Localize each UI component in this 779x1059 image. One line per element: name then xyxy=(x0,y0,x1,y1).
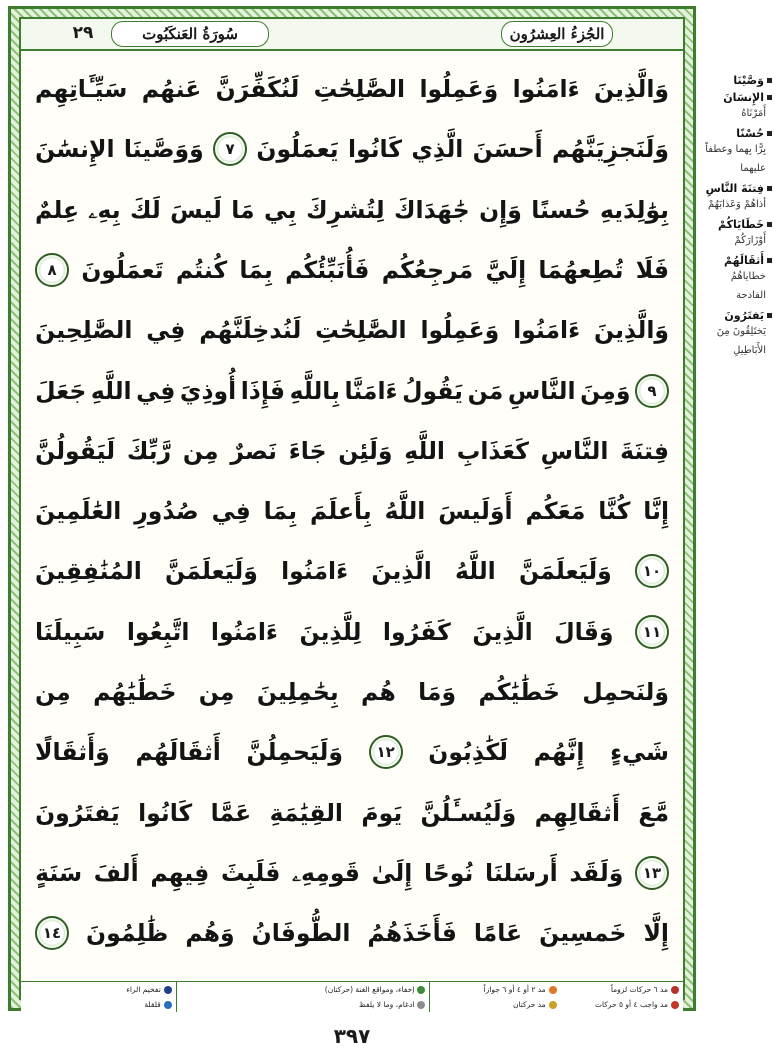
verse-word: كُنتُم xyxy=(175,255,228,284)
square-bullet-icon xyxy=(767,222,772,227)
square-bullet-icon xyxy=(767,186,772,191)
verse-word: ءَامَنُوا xyxy=(281,557,349,586)
verse-word: بِحَٰمِلِينَ xyxy=(256,678,339,706)
color-dot-icon xyxy=(164,1001,172,1009)
glossary-term-text: وَصَّيْنَا xyxy=(733,74,764,87)
verse-number-marker: ١١ xyxy=(635,615,669,649)
color-dot-icon xyxy=(549,1001,557,1009)
color-dot-icon xyxy=(417,986,425,994)
verse-word: الصَّٰلِحَٰتِ xyxy=(313,75,406,103)
verse-line xyxy=(35,662,669,722)
verse-word: اللَّهُ xyxy=(455,557,496,586)
glossary-term-text: يَفتَرُونَ xyxy=(724,309,764,322)
verse-word: لَكَ xyxy=(129,195,161,224)
verse-number-marker: ١٤ xyxy=(35,916,69,950)
verse-line xyxy=(35,843,669,903)
verse-word: وَلَيَعلَمَنَّ xyxy=(165,557,258,586)
legend-item xyxy=(434,985,556,994)
verse-word: لَكَٰذِبُونَ xyxy=(428,738,508,767)
verse-word: فَأَخَذَهُمُ xyxy=(367,919,457,948)
legend-item xyxy=(434,1000,556,1009)
verse-word: وَمِنَ xyxy=(580,376,631,405)
verse-word: أَلفَ xyxy=(93,858,139,887)
color-dot-icon xyxy=(671,1001,679,1009)
verse-word: وَهُم xyxy=(185,919,235,948)
legend-item xyxy=(25,985,172,994)
verse-word: فَلَا xyxy=(635,255,669,284)
verse-line xyxy=(35,602,669,662)
page-header xyxy=(21,19,683,51)
verse-word: اللَّهِ xyxy=(90,376,132,405)
verse-word: فَإِذَا xyxy=(240,376,286,405)
verse-word: اللَّهُ xyxy=(384,497,426,526)
verse-word: نَصرٌ xyxy=(230,436,277,465)
verse-word: جَاءَ xyxy=(288,436,327,465)
verse-word: فِي xyxy=(211,497,251,526)
verse-word: أَثقَالَهُم xyxy=(135,738,221,767)
verse-word: عِلمٌ xyxy=(35,195,80,224)
legend-label: تفخيم الراء xyxy=(126,985,161,994)
color-dot-icon xyxy=(417,1001,425,1009)
verse-word: فِيهِم xyxy=(150,858,210,887)
verse-word: إِلَّا xyxy=(643,919,669,948)
glossary-definition: أَوْزَارَكُمْ xyxy=(734,235,766,246)
verse-line xyxy=(35,903,669,963)
verse-word: مِن xyxy=(182,436,219,465)
glossary-term xyxy=(700,254,772,267)
verse-word: وَلَقَد xyxy=(569,858,624,887)
verse-number-marker: ٧ xyxy=(213,132,247,166)
legend-item xyxy=(181,1000,426,1009)
glossary-term-text: أَثقَالَهُمْ xyxy=(724,254,764,267)
verse-word: خَطَٰيَٰهُم xyxy=(93,678,177,706)
verse-word: لِتُشرِكَ xyxy=(306,195,385,224)
verse-word: وَلَيُسـَٔلُنَّ xyxy=(420,798,517,827)
verse-word: بِي xyxy=(264,195,297,224)
verse-word: كَانُوا xyxy=(138,798,193,827)
verse-word: بِهِۦ xyxy=(88,195,121,224)
verse-word: يَفتَرُونَ xyxy=(35,798,120,827)
verse-word: أَحسَنَ xyxy=(472,135,543,164)
verse-number-marker: ٩ xyxy=(635,374,669,408)
verse-word: هُم xyxy=(361,678,396,706)
color-dot-icon xyxy=(671,986,679,994)
verse-word: كَفَرُوا xyxy=(382,617,451,646)
verse-word: شَيءٍ xyxy=(610,738,669,767)
verse-word: بِمَا xyxy=(239,255,273,284)
verse-word: نُوحًا xyxy=(423,858,474,887)
verse-word: سَيِّـَٔاتِهِم xyxy=(35,75,128,103)
verse-word: تَعمَلُونَ xyxy=(81,255,164,284)
glossary-definition: خطاياهُمُ الفادحة xyxy=(730,271,766,301)
verse-word: حُسنًا xyxy=(531,195,591,224)
verse-word: وَإِن xyxy=(479,195,522,224)
verse-word: مَرجِعُكُم xyxy=(381,255,474,284)
verse-number-marker: ١٠ xyxy=(635,554,669,588)
verse-word: رَّبِّكَ xyxy=(126,436,172,465)
verse-line xyxy=(35,722,669,782)
verse-word: الصَّٰلِحَٰتِ xyxy=(315,316,407,345)
verse-word: وَلَنَجزِيَنَّهُم xyxy=(552,135,669,164)
verse-word: مَعَكُم xyxy=(525,497,586,526)
verse-word: وَالَّذِينَ xyxy=(593,316,669,345)
verse-word: وَأَثقَالًا xyxy=(35,738,110,767)
verse-word: الصَّٰلِحِينَ xyxy=(35,316,133,345)
legend-label: مد ٦ حركات لزوماً xyxy=(610,985,668,994)
legend-label: ادغام، وما لا يلفظ xyxy=(358,1000,415,1009)
page-body xyxy=(19,17,685,1009)
verse-word: مَن xyxy=(467,376,504,405)
surah-number: ٢٩ xyxy=(72,23,94,43)
juz-name: الجُزءُ العِشرُون xyxy=(501,21,613,47)
verse-word: وَلَيَعلَمَنَّ xyxy=(518,557,612,586)
glossary-term xyxy=(700,218,772,231)
verse-line xyxy=(35,59,669,119)
square-bullet-icon xyxy=(767,131,772,136)
verse-word: وَلَئِن xyxy=(338,436,393,465)
verse-word: قَومِهِۦ xyxy=(292,858,360,887)
glossary-term-text: فِتنَةَ النَّاسِ xyxy=(705,182,764,195)
verse-word: تُطِعهُمَا xyxy=(538,255,624,284)
verse-word: إِنَّهُم xyxy=(533,738,585,767)
verse-line xyxy=(35,481,669,541)
legend-item xyxy=(181,985,426,994)
verse-word: الَّذِي xyxy=(411,135,464,164)
verse-word: مَّعَ xyxy=(638,798,669,827)
glossary-term xyxy=(700,127,772,140)
glossary-definition: بِرًّا بِهما وعطفاً عليهما xyxy=(705,144,766,174)
color-dot-icon xyxy=(164,986,172,994)
glossary-term xyxy=(700,91,772,104)
verse-line xyxy=(35,180,669,240)
square-bullet-icon xyxy=(767,313,772,318)
verse-word: خَطَٰيَٰكُم xyxy=(478,678,560,706)
verse-word: النَّاسِ xyxy=(540,436,609,465)
verse-word: أَوَلَيسَ xyxy=(438,497,513,526)
legend-label: مد واجب ٤ أو ٥ حركات xyxy=(594,1000,668,1009)
verse-word: أَثقَالِهِم xyxy=(534,798,621,827)
verse-word: فَلَبِثَ xyxy=(220,858,281,887)
verse-word: فِي xyxy=(136,376,176,405)
verse-word: لَيَقُولُنَّ xyxy=(35,436,116,465)
verse-word: بِمَا xyxy=(263,497,298,526)
verse-word: إِلَيَّ xyxy=(485,255,527,284)
verse-lines xyxy=(35,59,669,964)
verse-line xyxy=(35,240,669,300)
glossary-term xyxy=(700,74,772,87)
verse-word: جَعَلَ xyxy=(35,376,87,405)
verse-word: كَانُوا xyxy=(347,135,403,164)
glossary-term-text: خَطَايَاكُمْ xyxy=(717,218,764,231)
verse-word: ءَامَنُوا xyxy=(513,316,581,345)
verse-word: القِيَٰمَةِ xyxy=(269,798,343,827)
verse-word: صُدُورِ xyxy=(134,497,199,526)
verse-word: عَمَّا xyxy=(210,798,252,827)
glossary-term-text: حُسْنًا xyxy=(736,127,764,140)
verse-word: وَعَمِلُوا xyxy=(420,316,500,345)
verse-word: وَعَمِلُوا xyxy=(419,75,499,103)
surah-name: سُورَةُ العَنكَبُوت xyxy=(111,21,269,47)
legend-item xyxy=(557,1000,679,1009)
verse-word: جَٰهَدَاكَ xyxy=(394,195,470,224)
verse-word: ءَامَنَّا xyxy=(344,376,398,405)
margin-glossary xyxy=(700,70,772,360)
verse-word: فَأُنَبِّئُكُم xyxy=(285,255,370,284)
verse-word: بِاللَّهِ xyxy=(289,376,340,405)
glossary-definition: أذاهُمْ وَعَذابَهُمْ xyxy=(708,199,766,210)
verse-word: النَّاسِ xyxy=(507,376,576,405)
verse-word: وَلَيَحمِلُنَّ xyxy=(246,738,343,767)
verse-word: العَٰلَمِينَ xyxy=(35,497,122,526)
verse-word: بِوَٰلِدَيهِ xyxy=(599,195,669,224)
page-frame xyxy=(8,6,696,1011)
verse-word: عَامًا xyxy=(473,919,523,948)
glossary-term xyxy=(700,309,772,322)
legend-item xyxy=(25,1000,172,1009)
glossary-definition: أَمَرْنَاهُ xyxy=(741,108,766,119)
color-dot-icon xyxy=(549,986,557,994)
verse-word: خَمسِينَ xyxy=(539,919,627,948)
verse-line xyxy=(35,119,669,179)
legend-group-tafkheem xyxy=(21,982,176,1012)
verse-word: سَنَةٍ xyxy=(35,858,83,887)
verse-word: مَا xyxy=(231,195,255,224)
verse-word: فِتنَةَ xyxy=(620,436,669,465)
verse-word: عَنهُم xyxy=(141,75,202,103)
legend-group-madd xyxy=(429,982,683,1012)
verse-word: بِأَعلَمَ xyxy=(309,497,372,526)
tajweed-legend xyxy=(21,981,683,1012)
verse-word: الَّذِينَ xyxy=(371,557,432,586)
glossary-definition: يَختَلِقُونَ مِنَ الأَبَاطِيلِ xyxy=(716,326,766,356)
verse-word: لَيسَ xyxy=(170,195,222,224)
verse-number-marker: ١٢ xyxy=(369,735,403,769)
verse-word: اتَّبِعُوا xyxy=(126,617,190,646)
legend-label: مد حركتان xyxy=(512,1000,546,1009)
verse-word: الإِنسَٰنَ xyxy=(35,135,115,164)
verse-word: ءَامَنُوا xyxy=(210,617,278,646)
verse-line xyxy=(35,361,669,421)
legend-item xyxy=(557,985,679,994)
verse-word: يَومَ xyxy=(361,798,403,827)
glossary-term-text: الإِنسَانَ xyxy=(723,91,764,104)
verse-word: كُنَّا xyxy=(598,497,631,526)
verse-word: إِلَىٰ xyxy=(371,858,413,887)
verse-word: المُنَٰفِقِينَ xyxy=(35,557,142,586)
verse-line xyxy=(35,300,669,360)
glossary-term xyxy=(700,182,772,195)
verse-word: الَّذِينَ xyxy=(472,617,533,646)
verse-word: فِي xyxy=(146,316,186,345)
verse-word: وَمَا xyxy=(418,678,457,706)
verse-word: مِن xyxy=(35,678,71,706)
verse-word: مِن xyxy=(198,678,235,706)
verse-word: الطُّوفَانُ xyxy=(251,919,351,948)
verse-word: وَقَالَ xyxy=(554,617,614,646)
verse-word: أَرسَلنَا xyxy=(485,858,558,887)
legend-label: قلقلة xyxy=(144,1000,161,1009)
verse-word: كَعَذَابِ xyxy=(456,436,529,465)
verse-line xyxy=(35,541,669,601)
square-bullet-icon xyxy=(767,258,772,263)
legend-label: مد ٢ أو ٤ أو ٦ جوازاً xyxy=(483,985,546,994)
verse-word: وَلنَحمِل xyxy=(582,678,669,706)
verse-word: ظَٰلِمُونَ xyxy=(86,919,169,948)
verse-word: وَوَصَّينَا xyxy=(123,135,204,164)
verse-word: يَقُولُ xyxy=(402,376,463,405)
verse-word: يَعمَلُونَ xyxy=(256,135,339,164)
verse-line xyxy=(35,421,669,481)
verse-word: أُوذِيَ xyxy=(179,376,237,405)
legend-group-ghunna xyxy=(176,982,430,1012)
square-bullet-icon xyxy=(767,78,772,83)
legend-label: إخفاء، ومواقع الغنة (حركتان) xyxy=(324,985,415,994)
verse-word: سَبِيلَنَا xyxy=(35,617,106,646)
verse-word: اللَّهِ xyxy=(404,436,445,465)
square-bullet-icon xyxy=(767,95,772,100)
verse-word: لَنُدخِلَنَّهُم xyxy=(199,316,302,345)
verse-word: وَالَّذِينَ xyxy=(593,75,669,103)
verse-word: لَنُكَفِّرَنَّ xyxy=(215,75,300,103)
verse-number-marker: ١٣ xyxy=(635,856,669,890)
page-number: ٣٩٧ xyxy=(333,1024,371,1048)
verse-line xyxy=(35,783,669,843)
verse-word: لِلَّذِينَ xyxy=(299,617,362,646)
verse-word: ءَامَنُوا xyxy=(512,75,580,103)
verse-word: إِنَّا xyxy=(643,497,669,526)
verse-number-marker: ٨ xyxy=(35,253,69,287)
